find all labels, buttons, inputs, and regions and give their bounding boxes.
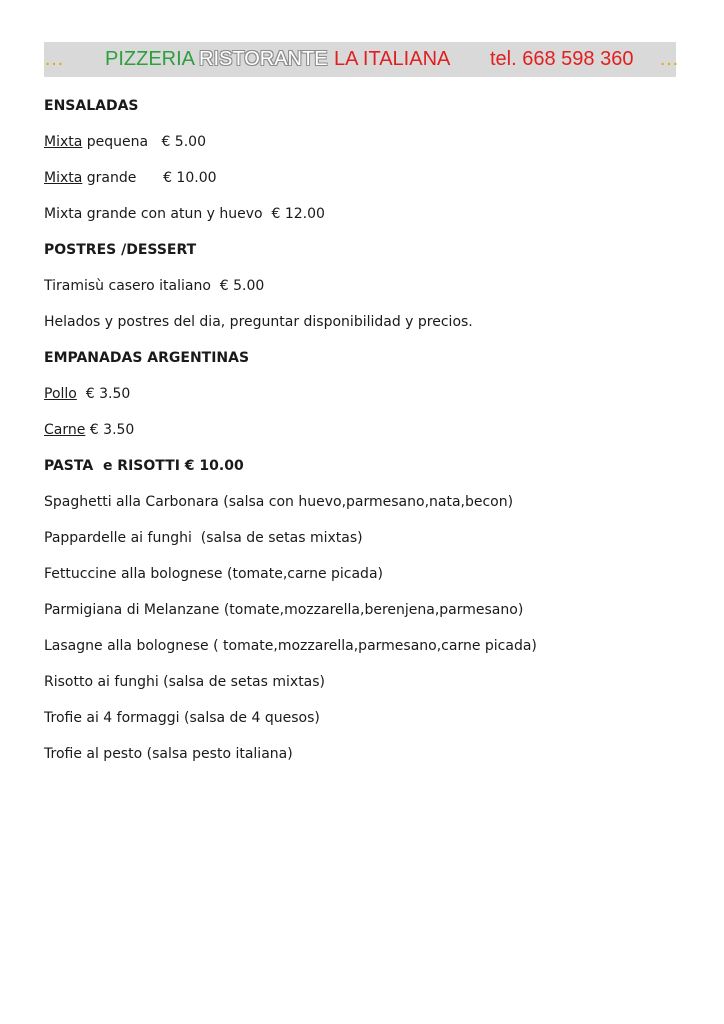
header-la-italiana: LA ITALIANA xyxy=(334,48,451,70)
menu-item-mixta-pequena xyxy=(44,130,684,166)
menu-item-trofie-pesto: Trofie al pesto (salsa pesto italiana) xyxy=(44,746,293,762)
menu-item-spaghetti-carbonara: Spaghetti alla Carbonara (salsa con huevo,parmesano,nata,becon) xyxy=(44,494,514,510)
section-title-pasta: PASTA e RISOTTI € 10.00 xyxy=(44,458,244,474)
item-detail: € 3.50 xyxy=(76,386,131,402)
menu-item-fettuccine-bolognese: Fettuccine alla bolognese (tomate,carne picada) xyxy=(44,566,383,582)
item-name: Pollo xyxy=(44,386,77,402)
section-title-postres: POSTRES /DESSERT xyxy=(44,242,197,258)
header-dots-left: … xyxy=(44,48,64,70)
section-title-ensaladas: ENSALADAS xyxy=(44,98,139,114)
menu-item-parmigiana-melanzane: Parmigiana di Melanzane (tomate,mozzarella,berenjena,parmesano) xyxy=(44,602,524,618)
menu-item-lasagne-bolognese: Lasagne alla bolognese ( tomate,mozzarella,parmesano,carne picada) xyxy=(44,638,537,654)
item-detail: pequena € 5.00 xyxy=(82,134,206,150)
header-ristorante: RISTORANTE xyxy=(199,48,328,70)
item-name: Mixta xyxy=(44,170,83,186)
item-name: Carne xyxy=(44,422,86,438)
menu-item-carne xyxy=(44,418,684,454)
menu-body xyxy=(44,94,684,778)
menu-item-risotto-funghi: Risotto ai funghi (salsa de setas mixtas) xyxy=(44,674,326,690)
menu-item-tiramisu: Tiramisù casero italiano € 5.00 xyxy=(44,278,265,294)
menu-item-mixta-grande-atun: Mixta grande con atun y huevo € 12.00 xyxy=(44,206,325,222)
menu-item-helados: Helados y postres del dia, preguntar disponibilidad y precios. xyxy=(44,314,473,330)
item-detail: grande € 10.00 xyxy=(82,170,217,186)
menu-header-banner xyxy=(44,42,679,77)
menu-item-pappardelle-funghi: Pappardelle ai funghi (salsa de setas mixtas) xyxy=(44,530,363,546)
header-dots-right: … xyxy=(659,48,679,70)
menu-item-trofie-formaggi: Trofie ai 4 formaggi (salsa de 4 quesos) xyxy=(44,710,320,726)
section-title-empanadas: EMPANADAS ARGENTINAS xyxy=(44,350,250,366)
header-pizzeria: PIZZERIA xyxy=(105,48,196,70)
item-name: Mixta xyxy=(44,134,83,150)
menu-item-mixta-grande xyxy=(44,166,684,202)
menu-item-pollo xyxy=(44,382,684,418)
header-telephone: tel. 668 598 360 xyxy=(490,48,634,70)
item-detail: € 3.50 xyxy=(85,422,135,438)
